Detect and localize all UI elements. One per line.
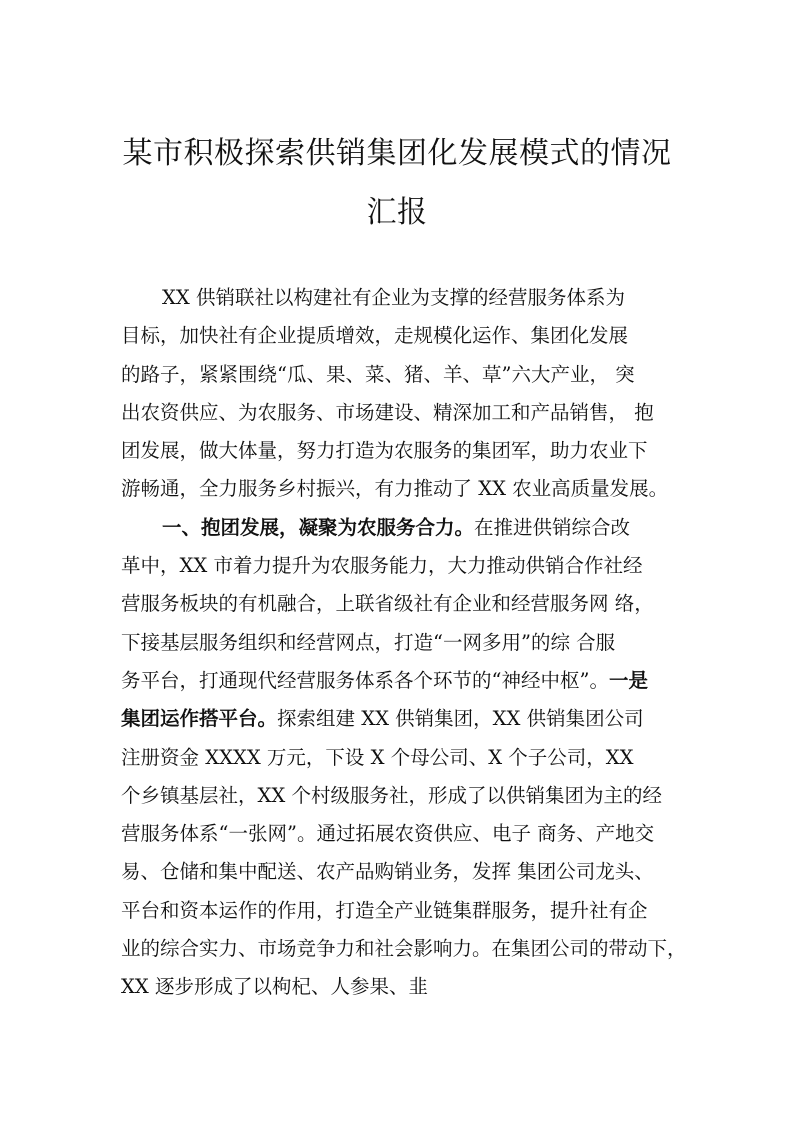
- body-line: 易、仓储和集中配送、农产品购销业务，发挥 集团公司龙头、: [121, 860, 654, 884]
- body-line: 个乡镇基层社，XX 个村级服务社，形成了以供销集团为主的经: [121, 783, 662, 807]
- point-marker-first: 一是: [608, 668, 648, 692]
- body-line: 的路子，紧紧围绕“瓜、果、菜、猪、羊、草”六大产业， 突: [121, 362, 635, 386]
- body-line: 出农资供应、为农服务、市场建设、精深加工和产品销售， 抱: [121, 400, 654, 424]
- document-title-line-2: 汇报: [366, 195, 428, 230]
- body-line: XX 供销联社以构建社有企业为支撑的经营服务体系为: [162, 286, 625, 309]
- subsection-heading-1-text: 探索组建 XX 供销集团，XX 供销集团公司: [277, 707, 644, 731]
- document-title-line-1: 某市积极探索供销集团化发展模式的情况: [122, 136, 672, 171]
- body-line: 目标，加快社有企业提质增效，走规模化运作、集团化发展: [121, 324, 629, 348]
- body-line: 业的综合实力、市场竞争力和社会影响力。在集团公司的带动下，: [121, 937, 687, 961]
- section-heading-line: [121, 509, 701, 547]
- subsection-heading-1: 集团运作搭平台。: [121, 707, 278, 731]
- body-line: 注册资金 XXXX 万元，下设 X 个母公司、X 个子公司，XX: [121, 745, 634, 769]
- body-line: 游畅通，全力服务乡村振兴，有力推动了 XX 农业高质量发展。: [121, 477, 669, 501]
- body-line: 营服务体系“一张网”。通过拓展农资供应、电子 商务、产地交: [121, 822, 655, 846]
- body-line-text: 务平台，打通现代经营服务体系各个环节的“神经中枢”。: [121, 668, 609, 692]
- subsection-heading-line: [121, 700, 701, 738]
- section-heading-1: 一、抱团发展，凝聚为农服务合力。: [162, 515, 475, 539]
- body-line: XX 逐步形成了以枸杞、人参果、韭: [121, 975, 428, 999]
- body-line: 平台和资本运作的作用，打造全产业链集群服务，提升社有企: [121, 898, 648, 922]
- body-line: [121, 662, 701, 700]
- body-line: 营服务板块的有机融合，上联省级社有企业和经营服务网 络，: [121, 592, 654, 616]
- body-line: 团发展，做大体量，努力打造为农服务的集团军，助力农业下: [121, 439, 648, 463]
- body-line: 下接基层服务组织和经营网点，打造“一网多用”的综 合服: [121, 630, 616, 654]
- section-heading-1-text: 在推进供销综合改: [474, 515, 631, 539]
- document-body: [121, 279, 701, 1007]
- body-line: 革中，XX 市着力提升为农服务能力，大力推动供销合作社经: [121, 554, 643, 578]
